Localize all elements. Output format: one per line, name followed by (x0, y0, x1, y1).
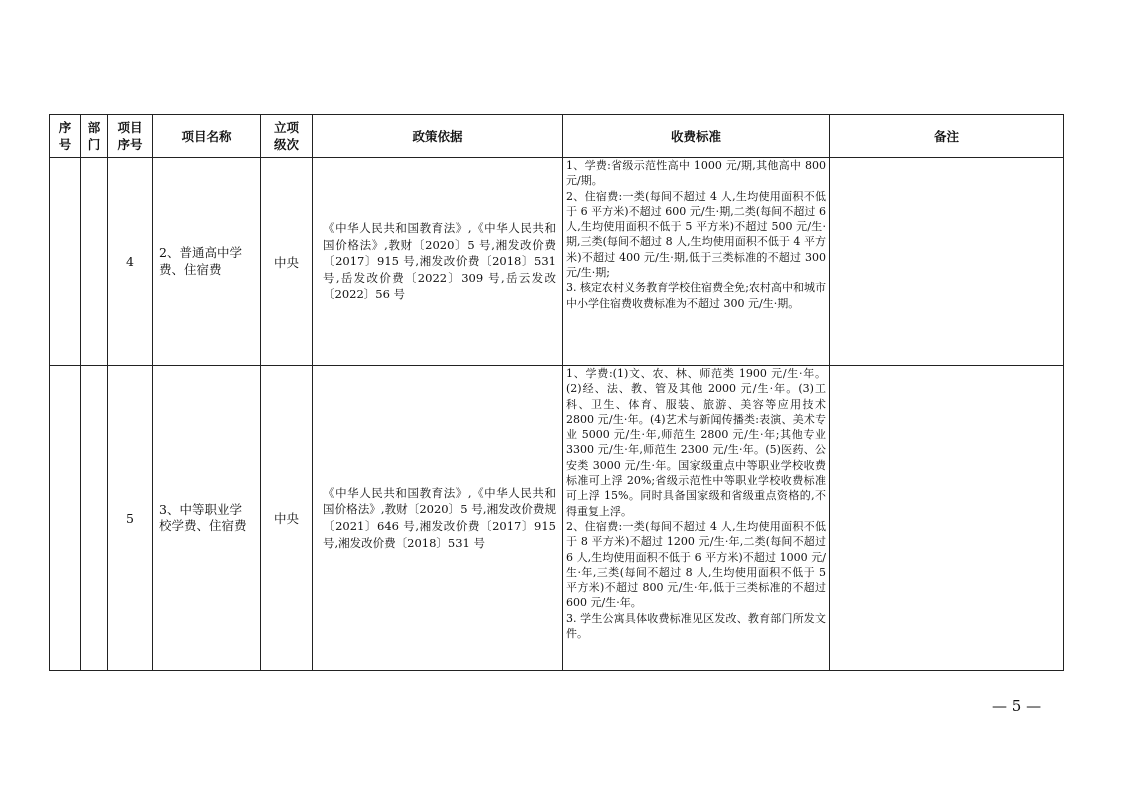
table-row (50, 366, 1064, 671)
fee-line: 3. 学生公寓具体收费标准见区发改、教育部门所发文件。 (566, 611, 826, 641)
cell-seq (50, 366, 81, 671)
cell-item-name: 2、普通高中学费、住宿费 (153, 158, 261, 366)
cell-level: 中央 (261, 366, 313, 671)
header-remark-label: 备注 (933, 128, 959, 144)
cell-remark (830, 366, 1064, 671)
cell-remark (830, 158, 1064, 366)
cell-fee (563, 158, 830, 366)
header-fee (563, 115, 830, 158)
table-header-row (50, 115, 1064, 158)
header-level (261, 115, 313, 158)
fee-line: 1、学费:省级示范性高中 1000 元/期,其他高中 800 元/期。 (566, 159, 826, 188)
cell-item-seq: 4 (108, 158, 153, 366)
header-level-label: 立项 级次 (273, 120, 299, 152)
header-dept-label: 部 门 (87, 120, 101, 152)
header-item-name (153, 115, 261, 158)
fee-standard-table (49, 114, 1064, 671)
header-item-seq (108, 115, 153, 158)
header-basis-label: 政策依据 (412, 128, 463, 144)
cell-seq (50, 158, 81, 366)
cell-item-name: 3、中等职业学校学费、住宿费 (153, 366, 261, 671)
cell-item-seq: 5 (108, 366, 153, 671)
cell-dept (81, 366, 108, 671)
header-basis (313, 115, 563, 158)
fee-line: 2、住宿费:一类(每间不超过 4 人,生均使用面积不低于 8 平方米)不超过 1200 元/生·年,二类(每间不超过 6 人,生均使用面积不低于 6 平方米)不超过 1000 元/生·年,三类(每间不超过 8 人,生均使用面积不低于 5 平方米)不超过 800 元/生·年,低于三类标准的不超过 600 元/生·年。 (566, 519, 826, 610)
header-item-name-label: 项目名称 (181, 128, 232, 144)
header-dept (81, 115, 108, 158)
cell-level: 中央 (261, 158, 313, 366)
header-seq (50, 115, 81, 158)
table-row (50, 158, 1064, 366)
header-remark (830, 115, 1064, 158)
page-number: — 5 — (992, 697, 1042, 715)
header-fee-label: 收费标准 (670, 128, 721, 144)
fee-line: 3. 核定农村义务教育学校住宿费全免;农村高中和城市中小学住宿费收费标准为不超过 300 元/生·期。 (566, 281, 826, 310)
cell-fee (563, 366, 830, 671)
header-item-seq-label: 项目 序号 (117, 120, 143, 152)
cell-basis: 《中华人民共和国教育法》,《中华人民共和国价格法》,教财〔2020〕5 号,湘发改价费〔2017〕915 号,湘发改价费〔2018〕531 号,岳发改价费〔2022〕309 号,岳云发改〔2022〕56 号 (313, 158, 563, 366)
fee-line: 1、学费:(1)文、农、林、师范类 1900 元/生·年。(2)经、法、教、管及其他 2000 元/生·年。(3)工科、卫生、体育、服装、旅游、美容等应用技术 2800 元/生·年。(4)艺术与新闻传播类:表演、美术专业 5000 元/生·年,师范生 2800 元/生·年;其他专业 3300 元/生·年,师范生 2300 元/生·年。(5)医药、公安类 3000 元/生·年。国家级重点中等职业学校收费标准可上浮 20%;省级示范性中等职业学校收费标准可上浮 15%。同时具备国家级和省级重点资格的,不得重复上浮。 (566, 367, 826, 518)
cell-dept (81, 158, 108, 366)
cell-basis: 《中华人民共和国教育法》,《中华人民共和国价格法》,教财〔2020〕5 号,湘发改价费规〔2021〕646 号,湘发改价费〔2017〕915 号,湘发改价费〔2018〕531 号 (313, 366, 563, 671)
fee-line: 2、住宿费:一类(每间不超过 4 人,生均使用面积不低于 6 平方米)不超过 600 元/生·期,二类(每间不超过 6 人,生均使用面积不低于 5 平方米)不超过 500 元/生·期,三类(每间不超过 8 人,生均使用面积不低于 4 平方米)不超过 400 元/生·期,低于三类标准的不超过 300 元/生·期; (566, 189, 826, 280)
header-seq-label: 序 号 (58, 120, 72, 152)
